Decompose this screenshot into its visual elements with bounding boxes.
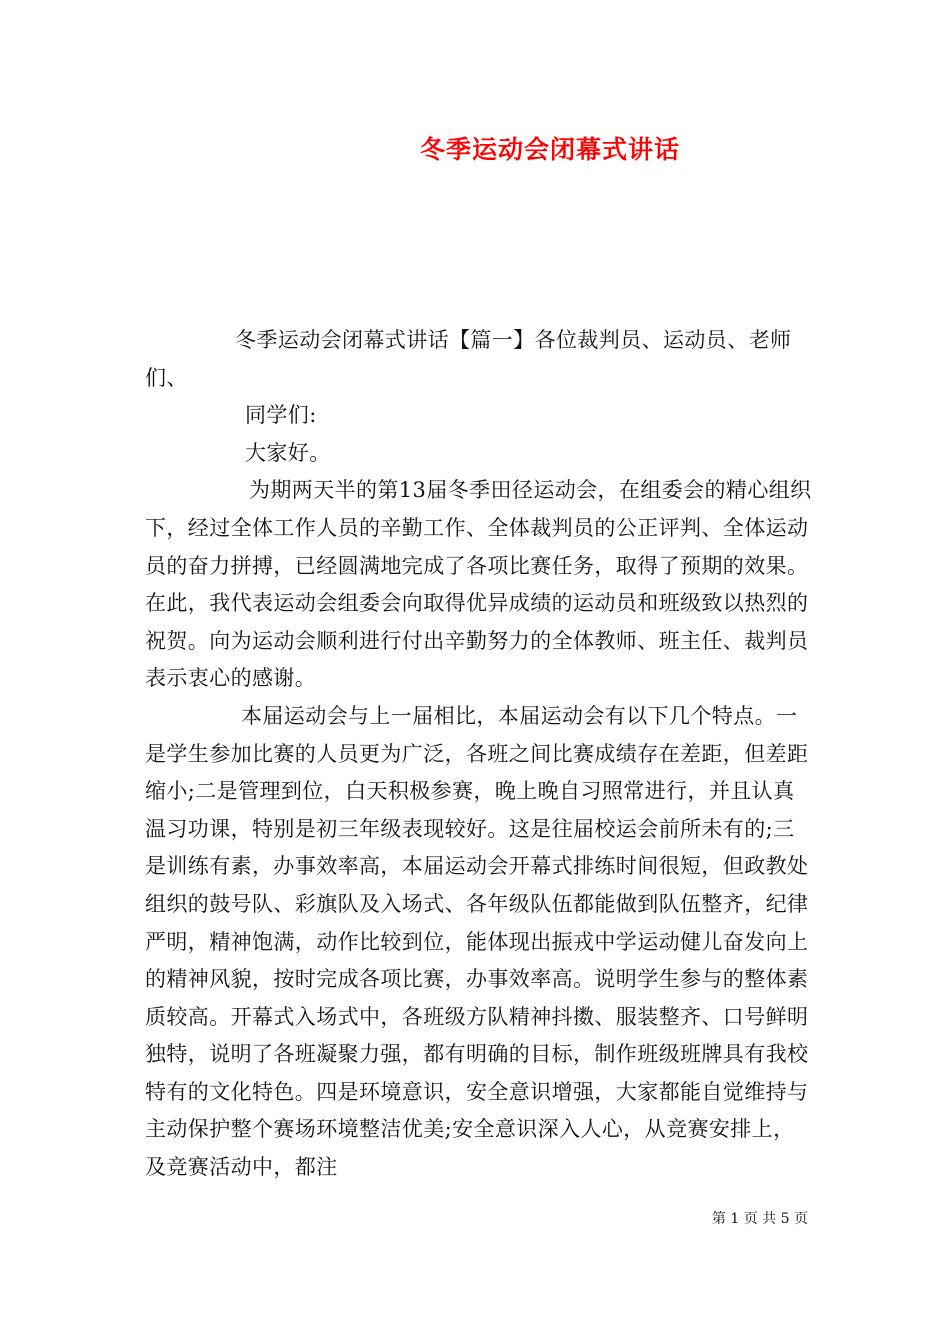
- page-number-footer: 第 1 页 共 5 页: [711, 1211, 808, 1227]
- body-paragraph-1: 为期两天半的第13届冬季田径运动会，在组委会的精心组织下，经过全体工作人员的辛勤工作、全体裁判员的公正评判、全体运动员的奋力拼搏，已经圆满地完成了各项比赛任务，取得了预期的效果。在此，我代表运动会组委会向取得优异成绩的运动员和班级致以热烈的祝贺。向为运动会顺利进行付出辛勤努力的全体教师、班主任、裁判员表示衷心的感谢。: [145, 478, 812, 691]
- document-body: [145, 322, 813, 1187]
- document-title: 冬季运动会闭幕式讲话: [419, 135, 680, 164]
- salutation-students: 同学们:: [245, 403, 317, 428]
- intro-paragraph: 冬季运动会闭幕式讲话【篇一】各位裁判员、运动员、老师们、: [145, 328, 792, 390]
- body-paragraph-2: 本届运动会与上一届相比，本届运动会有以下几个特点。一是学生参加比赛的人员更为广泛，各班之间比赛成绩存在差距，但差距缩小;二是管理到位，白天积极参赛，晚上晚自习照常进行，并且认真温习功课，特别是初三年级表现较好。这是往届校运会前所未有的;三是训练有素，办事效率高，本届运动会开幕式排练时间很短，但政教处组织的鼓号队、彩旗队及入场式、各年级队伍都能做到队伍整齐，纪律严明，精神饱满，动作比较到位，能体现出振戎中学运动健儿奋发向上的精神风貌，按时完成各项比赛，办事效率高。说明学生参与的整体素质较高。开幕式入场式中，各班级方队精神抖擞、服装整齐、口号鲜明独特，说明了各班凝聚力强，都有明确的目标，制作班级班牌具有我校特有的文化特色。四是环境意识，安全意识增强，大家都能自觉维持与主动保护整个赛场环境整洁优美;安全意识深入人心，从竞赛安排上，及竞赛活动中，都注: [145, 703, 809, 1180]
- salutation-greeting: 大家好。: [245, 440, 331, 465]
